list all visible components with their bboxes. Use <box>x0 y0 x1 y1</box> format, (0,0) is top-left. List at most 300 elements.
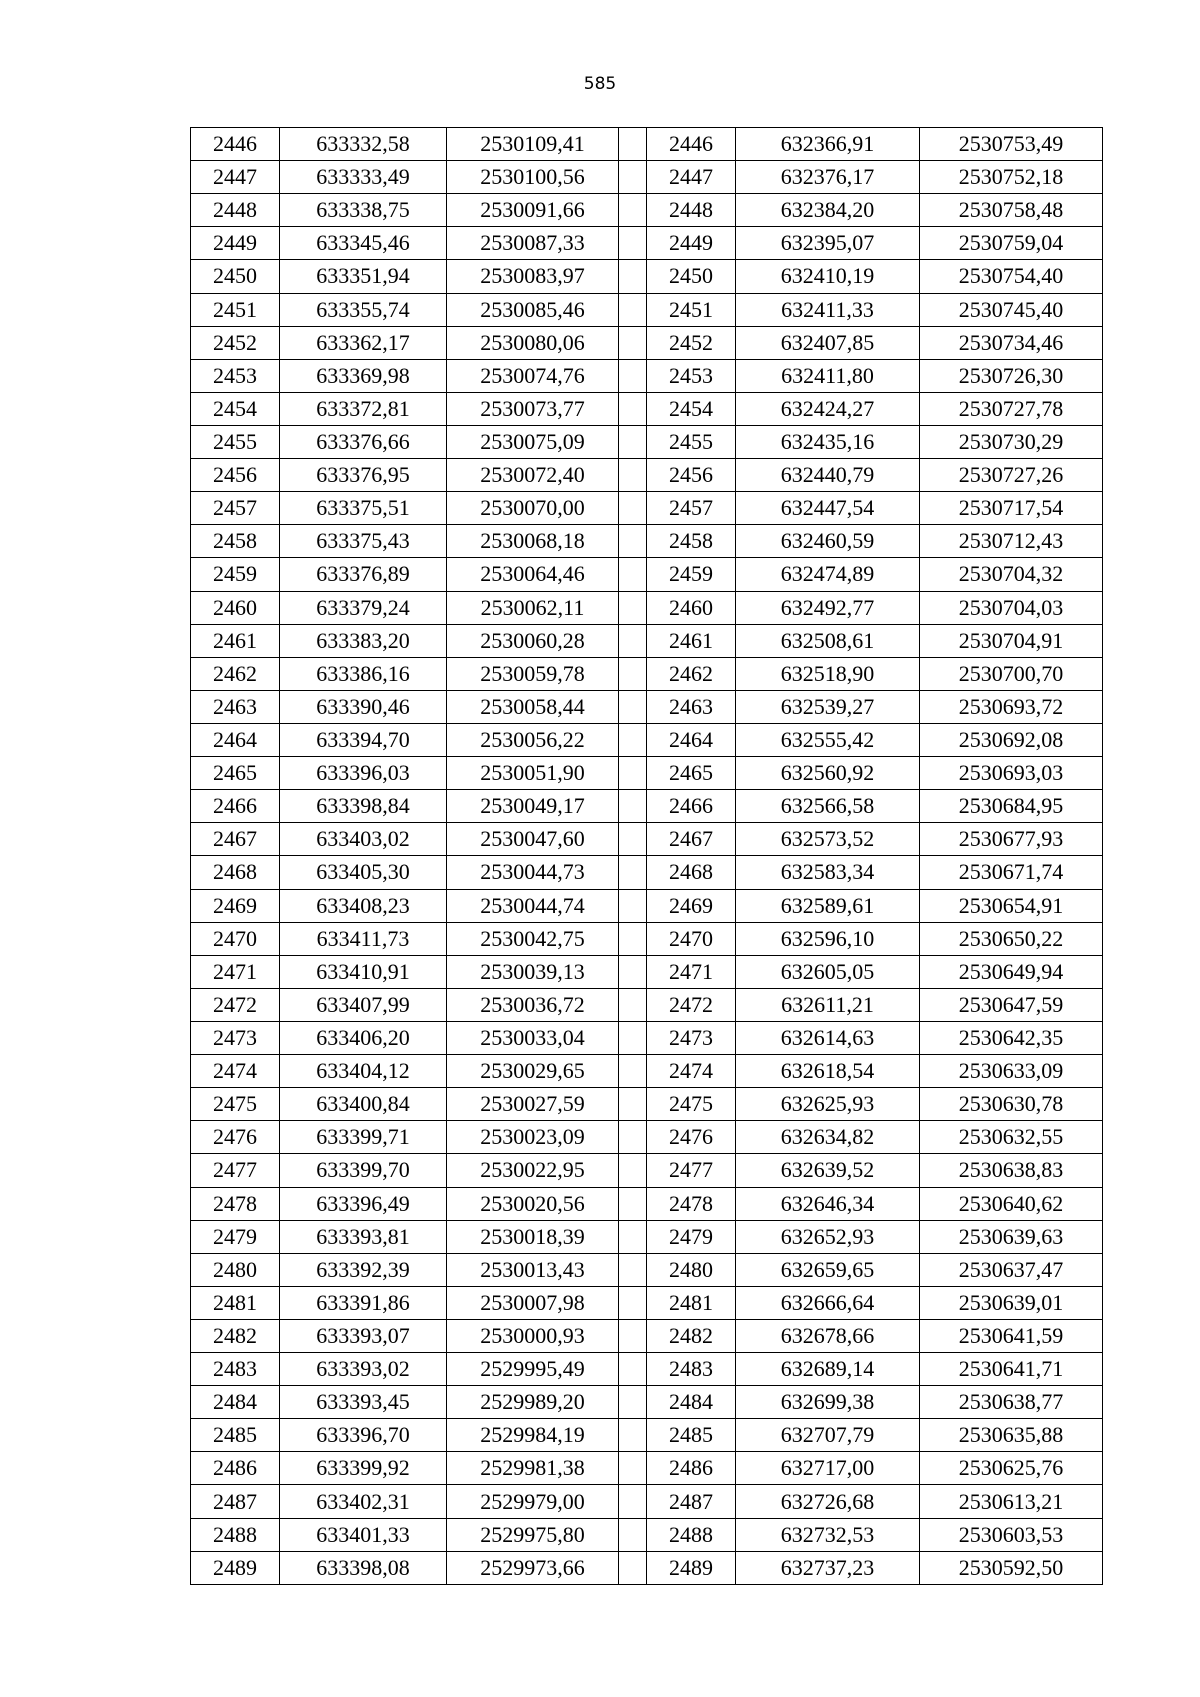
left-y-coordinate: 2530059,78 <box>447 657 619 690</box>
right-y-coordinate: 2530734,46 <box>920 326 1103 359</box>
right-point-number: 2447 <box>647 161 736 194</box>
left-y-coordinate: 2530049,17 <box>447 790 619 823</box>
right-point-number: 2451 <box>647 293 736 326</box>
right-point-number: 2472 <box>647 988 736 1021</box>
table-row <box>191 326 1103 359</box>
left-y-coordinate: 2530070,00 <box>447 492 619 525</box>
table-row <box>191 1021 1103 1054</box>
right-y-coordinate: 2530712,43 <box>920 525 1103 558</box>
separator-cell <box>619 459 647 492</box>
right-y-coordinate: 2530704,03 <box>920 591 1103 624</box>
right-y-coordinate: 2530603,53 <box>920 1518 1103 1551</box>
right-x-coordinate: 632596,10 <box>736 922 920 955</box>
left-x-coordinate: 633379,24 <box>280 591 447 624</box>
left-point-number: 2454 <box>191 392 280 425</box>
separator-cell <box>619 326 647 359</box>
table-row <box>191 1419 1103 1452</box>
right-x-coordinate: 632634,82 <box>736 1121 920 1154</box>
separator-cell <box>619 1021 647 1054</box>
right-point-number: 2485 <box>647 1419 736 1452</box>
left-point-number: 2464 <box>191 723 280 756</box>
separator-cell <box>619 392 647 425</box>
left-x-coordinate: 633399,92 <box>280 1452 447 1485</box>
left-x-coordinate: 633372,81 <box>280 392 447 425</box>
separator-cell <box>619 1055 647 1088</box>
table-row <box>191 1452 1103 1485</box>
right-x-coordinate: 632555,42 <box>736 723 920 756</box>
right-point-number: 2474 <box>647 1055 736 1088</box>
table-row <box>191 425 1103 458</box>
separator-cell <box>619 1154 647 1187</box>
left-point-number: 2452 <box>191 326 280 359</box>
right-x-coordinate: 632611,21 <box>736 988 920 1021</box>
left-y-coordinate: 2530018,39 <box>447 1220 619 1253</box>
right-point-number: 2486 <box>647 1452 736 1485</box>
coordinates-table <box>190 127 1103 1585</box>
left-y-coordinate: 2530029,65 <box>447 1055 619 1088</box>
right-point-number: 2466 <box>647 790 736 823</box>
coordinates-table-body <box>191 128 1103 1585</box>
table-row <box>191 757 1103 790</box>
right-y-coordinate: 2530726,30 <box>920 359 1103 392</box>
right-y-coordinate: 2530752,18 <box>920 161 1103 194</box>
right-point-number: 2461 <box>647 624 736 657</box>
right-x-coordinate: 632732,53 <box>736 1518 920 1551</box>
table-row <box>191 955 1103 988</box>
left-x-coordinate: 633392,39 <box>280 1253 447 1286</box>
left-point-number: 2483 <box>191 1353 280 1386</box>
right-point-number: 2464 <box>647 723 736 756</box>
table-row <box>191 988 1103 1021</box>
right-y-coordinate: 2530758,48 <box>920 194 1103 227</box>
table-row <box>191 293 1103 326</box>
left-y-coordinate: 2530073,77 <box>447 392 619 425</box>
right-y-coordinate: 2530625,76 <box>920 1452 1103 1485</box>
left-x-coordinate: 633404,12 <box>280 1055 447 1088</box>
left-x-coordinate: 633383,20 <box>280 624 447 657</box>
left-point-number: 2468 <box>191 856 280 889</box>
left-x-coordinate: 633394,70 <box>280 723 447 756</box>
left-x-coordinate: 633376,89 <box>280 558 447 591</box>
table-row <box>191 823 1103 856</box>
separator-cell <box>619 1485 647 1518</box>
right-y-coordinate: 2530647,59 <box>920 988 1103 1021</box>
separator-cell <box>619 1551 647 1584</box>
left-point-number: 2478 <box>191 1187 280 1220</box>
right-point-number: 2470 <box>647 922 736 955</box>
right-point-number: 2456 <box>647 459 736 492</box>
right-y-coordinate: 2530638,77 <box>920 1386 1103 1419</box>
left-point-number: 2471 <box>191 955 280 988</box>
left-y-coordinate: 2530091,66 <box>447 194 619 227</box>
left-x-coordinate: 633333,49 <box>280 161 447 194</box>
left-x-coordinate: 633396,03 <box>280 757 447 790</box>
separator-cell <box>619 558 647 591</box>
left-point-number: 2482 <box>191 1319 280 1352</box>
right-x-coordinate: 632737,23 <box>736 1551 920 1584</box>
table-row <box>191 1187 1103 1220</box>
right-y-coordinate: 2530632,55 <box>920 1121 1103 1154</box>
left-x-coordinate: 633408,23 <box>280 889 447 922</box>
separator-cell <box>619 227 647 260</box>
right-point-number: 2479 <box>647 1220 736 1253</box>
left-point-number: 2453 <box>191 359 280 392</box>
left-point-number: 2477 <box>191 1154 280 1187</box>
separator-cell <box>619 293 647 326</box>
left-y-coordinate: 2529973,66 <box>447 1551 619 1584</box>
separator-cell <box>619 425 647 458</box>
left-point-number: 2460 <box>191 591 280 624</box>
left-x-coordinate: 633406,20 <box>280 1021 447 1054</box>
table-row <box>191 1055 1103 1088</box>
separator-cell <box>619 624 647 657</box>
left-point-number: 2484 <box>191 1386 280 1419</box>
separator-cell <box>619 690 647 723</box>
right-y-coordinate: 2530730,29 <box>920 425 1103 458</box>
table-row <box>191 227 1103 260</box>
left-point-number: 2456 <box>191 459 280 492</box>
right-x-coordinate: 632492,77 <box>736 591 920 624</box>
table-row <box>191 459 1103 492</box>
separator-cell <box>619 757 647 790</box>
left-y-coordinate: 2530027,59 <box>447 1088 619 1121</box>
right-x-coordinate: 632566,58 <box>736 790 920 823</box>
right-x-coordinate: 632639,52 <box>736 1154 920 1187</box>
right-x-coordinate: 632508,61 <box>736 624 920 657</box>
right-point-number: 2460 <box>647 591 736 624</box>
left-y-coordinate: 2530036,72 <box>447 988 619 1021</box>
table-row <box>191 1088 1103 1121</box>
left-x-coordinate: 633375,43 <box>280 525 447 558</box>
separator-cell <box>619 1419 647 1452</box>
right-x-coordinate: 632474,89 <box>736 558 920 591</box>
right-x-coordinate: 632614,63 <box>736 1021 920 1054</box>
right-x-coordinate: 632460,59 <box>736 525 920 558</box>
left-x-coordinate: 633369,98 <box>280 359 447 392</box>
right-point-number: 2482 <box>647 1319 736 1352</box>
right-y-coordinate: 2530642,35 <box>920 1021 1103 1054</box>
left-x-coordinate: 633405,30 <box>280 856 447 889</box>
right-y-coordinate: 2530693,72 <box>920 690 1103 723</box>
right-y-coordinate: 2530700,70 <box>920 657 1103 690</box>
table-row <box>191 1485 1103 1518</box>
separator-cell <box>619 657 647 690</box>
left-point-number: 2447 <box>191 161 280 194</box>
left-point-number: 2485 <box>191 1419 280 1452</box>
right-x-coordinate: 632435,16 <box>736 425 920 458</box>
right-point-number: 2468 <box>647 856 736 889</box>
left-y-coordinate: 2530072,40 <box>447 459 619 492</box>
left-point-number: 2462 <box>191 657 280 690</box>
right-y-coordinate: 2530592,50 <box>920 1551 1103 1584</box>
right-point-number: 2462 <box>647 657 736 690</box>
left-y-coordinate: 2530060,28 <box>447 624 619 657</box>
table-row <box>191 1319 1103 1352</box>
right-y-coordinate: 2530745,40 <box>920 293 1103 326</box>
left-x-coordinate: 633386,16 <box>280 657 447 690</box>
left-x-coordinate: 633398,08 <box>280 1551 447 1584</box>
separator-cell <box>619 161 647 194</box>
separator-cell <box>619 525 647 558</box>
table-row <box>191 525 1103 558</box>
separator-cell <box>619 492 647 525</box>
right-point-number: 2471 <box>647 955 736 988</box>
separator-cell <box>619 955 647 988</box>
left-y-coordinate: 2530085,46 <box>447 293 619 326</box>
right-x-coordinate: 632699,38 <box>736 1386 920 1419</box>
table-row <box>191 1253 1103 1286</box>
left-y-coordinate: 2529979,00 <box>447 1485 619 1518</box>
left-y-coordinate: 2530044,74 <box>447 889 619 922</box>
right-y-coordinate: 2530727,78 <box>920 392 1103 425</box>
right-y-coordinate: 2530639,01 <box>920 1286 1103 1319</box>
left-y-coordinate: 2530000,93 <box>447 1319 619 1352</box>
left-y-coordinate: 2530013,43 <box>447 1253 619 1286</box>
right-x-coordinate: 632625,93 <box>736 1088 920 1121</box>
right-x-coordinate: 632717,00 <box>736 1452 920 1485</box>
separator-cell <box>619 823 647 856</box>
right-x-coordinate: 632726,68 <box>736 1485 920 1518</box>
right-x-coordinate: 632605,05 <box>736 955 920 988</box>
left-x-coordinate: 633403,02 <box>280 823 447 856</box>
left-point-number: 2467 <box>191 823 280 856</box>
left-point-number: 2486 <box>191 1452 280 1485</box>
separator-cell <box>619 260 647 293</box>
separator-cell <box>619 1386 647 1419</box>
right-point-number: 2477 <box>647 1154 736 1187</box>
right-point-number: 2454 <box>647 392 736 425</box>
left-x-coordinate: 633362,17 <box>280 326 447 359</box>
right-point-number: 2458 <box>647 525 736 558</box>
table-row <box>191 657 1103 690</box>
left-point-number: 2487 <box>191 1485 280 1518</box>
separator-cell <box>619 856 647 889</box>
right-y-coordinate: 2530637,47 <box>920 1253 1103 1286</box>
right-point-number: 2446 <box>647 128 736 161</box>
left-point-number: 2449 <box>191 227 280 260</box>
left-y-coordinate: 2530022,95 <box>447 1154 619 1187</box>
right-x-coordinate: 632560,92 <box>736 757 920 790</box>
right-x-coordinate: 632366,91 <box>736 128 920 161</box>
left-point-number: 2450 <box>191 260 280 293</box>
left-x-coordinate: 633393,02 <box>280 1353 447 1386</box>
right-point-number: 2452 <box>647 326 736 359</box>
right-x-coordinate: 632589,61 <box>736 889 920 922</box>
left-y-coordinate: 2529975,80 <box>447 1518 619 1551</box>
left-point-number: 2488 <box>191 1518 280 1551</box>
right-point-number: 2476 <box>647 1121 736 1154</box>
right-x-coordinate: 632410,19 <box>736 260 920 293</box>
separator-cell <box>619 1452 647 1485</box>
right-point-number: 2478 <box>647 1187 736 1220</box>
right-x-coordinate: 632395,07 <box>736 227 920 260</box>
right-x-coordinate: 632407,85 <box>736 326 920 359</box>
left-x-coordinate: 633398,84 <box>280 790 447 823</box>
separator-cell <box>619 1187 647 1220</box>
right-y-coordinate: 2530677,93 <box>920 823 1103 856</box>
right-point-number: 2487 <box>647 1485 736 1518</box>
left-y-coordinate: 2529981,38 <box>447 1452 619 1485</box>
left-x-coordinate: 633376,66 <box>280 425 447 458</box>
right-x-coordinate: 632411,80 <box>736 359 920 392</box>
right-point-number: 2453 <box>647 359 736 392</box>
table-row <box>191 1286 1103 1319</box>
separator-cell <box>619 591 647 624</box>
table-row <box>191 128 1103 161</box>
table-row <box>191 1121 1103 1154</box>
left-y-coordinate: 2529989,20 <box>447 1386 619 1419</box>
right-x-coordinate: 632376,17 <box>736 161 920 194</box>
left-x-coordinate: 633402,31 <box>280 1485 447 1518</box>
right-point-number: 2450 <box>647 260 736 293</box>
left-point-number: 2466 <box>191 790 280 823</box>
right-point-number: 2473 <box>647 1021 736 1054</box>
left-y-coordinate: 2530100,56 <box>447 161 619 194</box>
separator-cell <box>619 1253 647 1286</box>
separator-cell <box>619 1353 647 1386</box>
table-row <box>191 624 1103 657</box>
right-y-coordinate: 2530717,54 <box>920 492 1103 525</box>
right-y-coordinate: 2530704,91 <box>920 624 1103 657</box>
right-point-number: 2480 <box>647 1253 736 1286</box>
left-y-coordinate: 2530039,13 <box>447 955 619 988</box>
left-point-number: 2469 <box>191 889 280 922</box>
left-x-coordinate: 633393,45 <box>280 1386 447 1419</box>
left-point-number: 2458 <box>191 525 280 558</box>
left-y-coordinate: 2530044,73 <box>447 856 619 889</box>
left-y-coordinate: 2530033,04 <box>447 1021 619 1054</box>
right-y-coordinate: 2530635,88 <box>920 1419 1103 1452</box>
table-row <box>191 392 1103 425</box>
right-point-number: 2457 <box>647 492 736 525</box>
right-y-coordinate: 2530641,59 <box>920 1319 1103 1352</box>
right-x-coordinate: 632447,54 <box>736 492 920 525</box>
left-y-coordinate: 2529984,19 <box>447 1419 619 1452</box>
page-number: 585 <box>583 74 617 94</box>
left-x-coordinate: 633338,75 <box>280 194 447 227</box>
right-x-coordinate: 632518,90 <box>736 657 920 690</box>
left-point-number: 2457 <box>191 492 280 525</box>
left-point-number: 2479 <box>191 1220 280 1253</box>
left-y-coordinate: 2530109,41 <box>447 128 619 161</box>
table-row <box>191 1386 1103 1419</box>
right-y-coordinate: 2530693,03 <box>920 757 1103 790</box>
right-x-coordinate: 632618,54 <box>736 1055 920 1088</box>
left-y-coordinate: 2530064,46 <box>447 558 619 591</box>
left-x-coordinate: 633396,49 <box>280 1187 447 1220</box>
right-x-coordinate: 632573,52 <box>736 823 920 856</box>
right-y-coordinate: 2530753,49 <box>920 128 1103 161</box>
left-y-coordinate: 2530062,11 <box>447 591 619 624</box>
separator-cell <box>619 1286 647 1319</box>
table-row <box>191 591 1103 624</box>
left-y-coordinate: 2530007,98 <box>447 1286 619 1319</box>
table-row <box>191 1551 1103 1584</box>
right-point-number: 2489 <box>647 1551 736 1584</box>
right-x-coordinate: 632678,66 <box>736 1319 920 1352</box>
right-y-coordinate: 2530754,40 <box>920 260 1103 293</box>
separator-cell <box>619 889 647 922</box>
left-y-coordinate: 2529995,49 <box>447 1353 619 1386</box>
left-x-coordinate: 633345,46 <box>280 227 447 260</box>
right-y-coordinate: 2530613,21 <box>920 1485 1103 1518</box>
right-x-coordinate: 632659,65 <box>736 1253 920 1286</box>
left-y-coordinate: 2530058,44 <box>447 690 619 723</box>
left-y-coordinate: 2530042,75 <box>447 922 619 955</box>
left-x-coordinate: 633393,81 <box>280 1220 447 1253</box>
separator-cell <box>619 988 647 1021</box>
left-x-coordinate: 633401,33 <box>280 1518 447 1551</box>
right-y-coordinate: 2530650,22 <box>920 922 1103 955</box>
right-y-coordinate: 2530640,62 <box>920 1187 1103 1220</box>
right-point-number: 2469 <box>647 889 736 922</box>
right-y-coordinate: 2530671,74 <box>920 856 1103 889</box>
right-y-coordinate: 2530633,09 <box>920 1055 1103 1088</box>
separator-cell <box>619 790 647 823</box>
right-x-coordinate: 632384,20 <box>736 194 920 227</box>
left-point-number: 2465 <box>191 757 280 790</box>
left-point-number: 2474 <box>191 1055 280 1088</box>
separator-cell <box>619 1121 647 1154</box>
left-y-coordinate: 2530051,90 <box>447 757 619 790</box>
right-x-coordinate: 632707,79 <box>736 1419 920 1452</box>
left-x-coordinate: 633375,51 <box>280 492 447 525</box>
right-point-number: 2467 <box>647 823 736 856</box>
separator-cell <box>619 194 647 227</box>
right-x-coordinate: 632424,27 <box>736 392 920 425</box>
left-y-coordinate: 2530075,09 <box>447 425 619 458</box>
left-point-number: 2461 <box>191 624 280 657</box>
right-point-number: 2483 <box>647 1353 736 1386</box>
left-y-coordinate: 2530020,56 <box>447 1187 619 1220</box>
table-row <box>191 1220 1103 1253</box>
separator-cell <box>619 128 647 161</box>
table-row <box>191 1518 1103 1551</box>
left-x-coordinate: 633393,07 <box>280 1319 447 1352</box>
table-row <box>191 889 1103 922</box>
left-x-coordinate: 633411,73 <box>280 922 447 955</box>
right-y-coordinate: 2530654,91 <box>920 889 1103 922</box>
separator-cell <box>619 1088 647 1121</box>
left-x-coordinate: 633376,95 <box>280 459 447 492</box>
right-y-coordinate: 2530727,26 <box>920 459 1103 492</box>
right-x-coordinate: 632689,14 <box>736 1353 920 1386</box>
left-y-coordinate: 2530068,18 <box>447 525 619 558</box>
right-point-number: 2448 <box>647 194 736 227</box>
right-y-coordinate: 2530641,71 <box>920 1353 1103 1386</box>
right-y-coordinate: 2530704,32 <box>920 558 1103 591</box>
left-point-number: 2448 <box>191 194 280 227</box>
left-x-coordinate: 633396,70 <box>280 1419 447 1452</box>
left-point-number: 2463 <box>191 690 280 723</box>
left-point-number: 2451 <box>191 293 280 326</box>
left-point-number: 2446 <box>191 128 280 161</box>
separator-cell <box>619 359 647 392</box>
right-x-coordinate: 632411,33 <box>736 293 920 326</box>
left-point-number: 2455 <box>191 425 280 458</box>
table-row <box>191 359 1103 392</box>
left-y-coordinate: 2530023,09 <box>447 1121 619 1154</box>
right-y-coordinate: 2530630,78 <box>920 1088 1103 1121</box>
right-y-coordinate: 2530638,83 <box>920 1154 1103 1187</box>
left-point-number: 2476 <box>191 1121 280 1154</box>
table-row <box>191 260 1103 293</box>
right-point-number: 2484 <box>647 1386 736 1419</box>
left-point-number: 2470 <box>191 922 280 955</box>
right-point-number: 2475 <box>647 1088 736 1121</box>
left-y-coordinate: 2530080,06 <box>447 326 619 359</box>
right-point-number: 2488 <box>647 1518 736 1551</box>
